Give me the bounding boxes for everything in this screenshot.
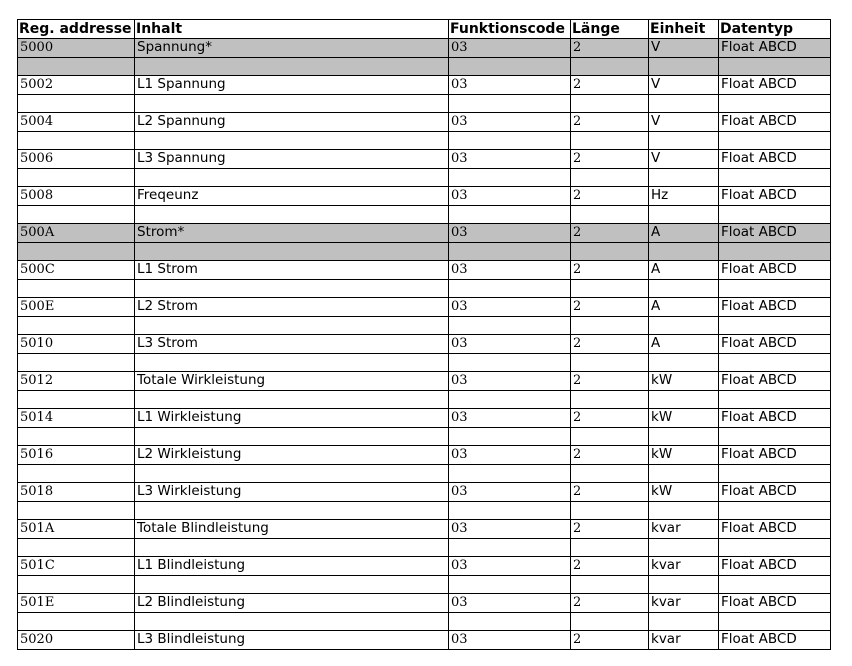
- spacer-cell: [649, 465, 719, 483]
- cell-datatype: Float ABCD: [719, 372, 831, 391]
- spacer-cell: [18, 206, 135, 224]
- spacer-cell: [571, 354, 649, 372]
- cell-function-code: 03: [449, 224, 571, 243]
- spacer-cell: [18, 132, 135, 150]
- spacer-cell: [135, 169, 449, 187]
- spacer-cell: [135, 58, 449, 76]
- spacer-cell: [571, 502, 649, 520]
- cell-content: L3 Strom: [135, 335, 449, 354]
- cell-content: Totale Blindleistung: [135, 520, 449, 539]
- spacer-cell: [18, 428, 135, 446]
- spacer-cell: [571, 576, 649, 594]
- spacer-cell: [449, 539, 571, 557]
- spacer-cell: [719, 354, 831, 372]
- spacer-cell: [649, 58, 719, 76]
- cell-function-code: 03: [449, 335, 571, 354]
- header-row: [18, 20, 831, 39]
- cell-datatype: Float ABCD: [719, 483, 831, 502]
- cell-function-code: 03: [449, 76, 571, 95]
- cell-unit: kW: [649, 372, 719, 391]
- spacer-cell: [649, 391, 719, 409]
- cell-unit: V: [649, 76, 719, 95]
- spacer-cell: [18, 613, 135, 631]
- cell-datatype: Float ABCD: [719, 409, 831, 428]
- spacer-cell: [719, 539, 831, 557]
- cell-content: L2 Wirkleistung: [135, 446, 449, 465]
- spacer-cell: [18, 58, 135, 76]
- spacer-cell: [571, 95, 649, 113]
- cell-length: 2: [571, 520, 649, 539]
- spacer-cell: [18, 465, 135, 483]
- header-function-code: Funktionscode: [449, 20, 571, 39]
- header-unit: Einheit: [649, 20, 719, 39]
- cell-datatype: Float ABCD: [719, 631, 831, 650]
- cell-unit: V: [649, 150, 719, 169]
- spacer-cell: [571, 539, 649, 557]
- spacer-cell: [135, 132, 449, 150]
- spacer-row: [18, 317, 831, 335]
- spacer-row: [18, 465, 831, 483]
- cell-datatype: Float ABCD: [719, 150, 831, 169]
- cell-address: 5016: [18, 446, 135, 465]
- cell-function-code: 03: [449, 39, 571, 58]
- cell-function-code: 03: [449, 520, 571, 539]
- cell-address: 5000: [18, 39, 135, 58]
- spacer-cell: [18, 280, 135, 298]
- cell-content: L1 Blindleistung: [135, 557, 449, 576]
- spacer-cell: [449, 576, 571, 594]
- spacer-cell: [719, 280, 831, 298]
- spacer-cell: [18, 354, 135, 372]
- spacer-cell: [18, 243, 135, 261]
- cell-unit: A: [649, 335, 719, 354]
- spacer-cell: [719, 95, 831, 113]
- spacer-cell: [18, 317, 135, 335]
- cell-function-code: 03: [449, 150, 571, 169]
- spacer-cell: [135, 539, 449, 557]
- spacer-cell: [449, 465, 571, 483]
- spacer-cell: [18, 169, 135, 187]
- spacer-cell: [449, 206, 571, 224]
- spacer-cell: [649, 95, 719, 113]
- table-row: [18, 224, 831, 243]
- table-row: [18, 594, 831, 613]
- cell-unit: V: [649, 113, 719, 132]
- cell-datatype: Float ABCD: [719, 298, 831, 317]
- spacer-cell: [18, 95, 135, 113]
- cell-address: 5020: [18, 631, 135, 650]
- table-row: [18, 520, 831, 539]
- cell-function-code: 03: [449, 446, 571, 465]
- spacer-cell: [649, 280, 719, 298]
- spacer-row: [18, 169, 831, 187]
- cell-address: 5014: [18, 409, 135, 428]
- spacer-row: [18, 58, 831, 76]
- cell-address: 5004: [18, 113, 135, 132]
- cell-content: Freqeunz: [135, 187, 449, 206]
- cell-length: 2: [571, 76, 649, 95]
- cell-content: L3 Wirkleistung: [135, 483, 449, 502]
- cell-content: L1 Spannung: [135, 76, 449, 95]
- spacer-cell: [135, 428, 449, 446]
- cell-address: 500C: [18, 261, 135, 280]
- spacer-cell: [571, 613, 649, 631]
- spacer-row: [18, 206, 831, 224]
- cell-content: L1 Strom: [135, 261, 449, 280]
- cell-datatype: Float ABCD: [719, 113, 831, 132]
- spacer-cell: [135, 576, 449, 594]
- cell-function-code: 03: [449, 409, 571, 428]
- cell-datatype: Float ABCD: [719, 224, 831, 243]
- table-row: [18, 557, 831, 576]
- spacer-cell: [719, 132, 831, 150]
- spacer-cell: [571, 317, 649, 335]
- spacer-row: [18, 428, 831, 446]
- spacer-cell: [135, 243, 449, 261]
- cell-address: 5012: [18, 372, 135, 391]
- table-row: [18, 298, 831, 317]
- spacer-cell: [571, 280, 649, 298]
- table-row: [18, 372, 831, 391]
- cell-datatype: Float ABCD: [719, 335, 831, 354]
- cell-unit: A: [649, 298, 719, 317]
- cell-datatype: Float ABCD: [719, 187, 831, 206]
- spacer-cell: [18, 502, 135, 520]
- cell-content: Spannung*: [135, 39, 449, 58]
- spacer-cell: [449, 391, 571, 409]
- register-table: [17, 19, 831, 650]
- spacer-cell: [449, 502, 571, 520]
- cell-length: 2: [571, 335, 649, 354]
- table-row: [18, 483, 831, 502]
- spacer-cell: [135, 95, 449, 113]
- spacer-cell: [18, 576, 135, 594]
- spacer-cell: [649, 502, 719, 520]
- spacer-cell: [449, 132, 571, 150]
- cell-unit: V: [649, 39, 719, 58]
- cell-length: 2: [571, 224, 649, 243]
- cell-content: Totale Wirkleistung: [135, 372, 449, 391]
- spacer-row: [18, 502, 831, 520]
- spacer-row: [18, 132, 831, 150]
- table-row: [18, 261, 831, 280]
- cell-content: L3 Spannung: [135, 150, 449, 169]
- header-length: Länge: [571, 20, 649, 39]
- header-content: Inhalt: [135, 20, 449, 39]
- spacer-cell: [449, 95, 571, 113]
- cell-length: 2: [571, 594, 649, 613]
- spacer-cell: [135, 317, 449, 335]
- spacer-cell: [649, 169, 719, 187]
- table-row: [18, 76, 831, 95]
- cell-length: 2: [571, 150, 649, 169]
- cell-address: 5006: [18, 150, 135, 169]
- spacer-cell: [571, 243, 649, 261]
- cell-address: 500A: [18, 224, 135, 243]
- cell-length: 2: [571, 372, 649, 391]
- spacer-cell: [649, 576, 719, 594]
- spacer-cell: [449, 428, 571, 446]
- cell-address: 501E: [18, 594, 135, 613]
- cell-datatype: Float ABCD: [719, 520, 831, 539]
- spacer-cell: [135, 206, 449, 224]
- cell-length: 2: [571, 483, 649, 502]
- spacer-cell: [719, 169, 831, 187]
- cell-address: 5018: [18, 483, 135, 502]
- cell-unit: kW: [649, 409, 719, 428]
- cell-content: L3 Blindleistung: [135, 631, 449, 650]
- cell-datatype: Float ABCD: [719, 594, 831, 613]
- spacer-row: [18, 391, 831, 409]
- cell-function-code: 03: [449, 372, 571, 391]
- spacer-row: [18, 613, 831, 631]
- cell-datatype: Float ABCD: [719, 446, 831, 465]
- spacer-cell: [719, 613, 831, 631]
- spacer-row: [18, 95, 831, 113]
- spacer-cell: [649, 613, 719, 631]
- spacer-cell: [649, 317, 719, 335]
- cell-length: 2: [571, 113, 649, 132]
- cell-content: L2 Strom: [135, 298, 449, 317]
- spacer-cell: [135, 280, 449, 298]
- cell-address: 501A: [18, 520, 135, 539]
- spacer-cell: [719, 576, 831, 594]
- table-row: [18, 335, 831, 354]
- cell-length: 2: [571, 409, 649, 428]
- spacer-row: [18, 280, 831, 298]
- cell-length: 2: [571, 631, 649, 650]
- cell-unit: kvar: [649, 631, 719, 650]
- cell-unit: kW: [649, 483, 719, 502]
- cell-function-code: 03: [449, 594, 571, 613]
- cell-unit: A: [649, 261, 719, 280]
- cell-address: 5010: [18, 335, 135, 354]
- spacer-cell: [135, 354, 449, 372]
- cell-unit: kvar: [649, 594, 719, 613]
- spacer-cell: [449, 613, 571, 631]
- spacer-cell: [649, 539, 719, 557]
- spacer-row: [18, 576, 831, 594]
- spacer-cell: [135, 465, 449, 483]
- cell-function-code: 03: [449, 557, 571, 576]
- cell-function-code: 03: [449, 298, 571, 317]
- cell-function-code: 03: [449, 631, 571, 650]
- header-datatype: Datentyp: [719, 20, 831, 39]
- spacer-cell: [449, 169, 571, 187]
- cell-function-code: 03: [449, 483, 571, 502]
- spacer-cell: [649, 132, 719, 150]
- spacer-cell: [719, 465, 831, 483]
- cell-length: 2: [571, 557, 649, 576]
- spacer-cell: [449, 58, 571, 76]
- cell-unit: kvar: [649, 557, 719, 576]
- cell-length: 2: [571, 187, 649, 206]
- cell-content: L1 Wirkleistung: [135, 409, 449, 428]
- spacer-cell: [571, 465, 649, 483]
- cell-address: 5002: [18, 76, 135, 95]
- cell-datatype: Float ABCD: [719, 261, 831, 280]
- spacer-cell: [719, 391, 831, 409]
- cell-length: 2: [571, 298, 649, 317]
- spacer-row: [18, 539, 831, 557]
- table-row: [18, 409, 831, 428]
- spacer-cell: [719, 206, 831, 224]
- table-row: [18, 150, 831, 169]
- spacer-cell: [571, 428, 649, 446]
- spacer-cell: [649, 354, 719, 372]
- cell-datatype: Float ABCD: [719, 76, 831, 95]
- cell-datatype: Float ABCD: [719, 39, 831, 58]
- spacer-cell: [571, 206, 649, 224]
- spacer-row: [18, 354, 831, 372]
- spacer-cell: [719, 243, 831, 261]
- spacer-cell: [571, 391, 649, 409]
- cell-function-code: 03: [449, 261, 571, 280]
- spacer-row: [18, 243, 831, 261]
- spacer-cell: [18, 391, 135, 409]
- spacer-cell: [571, 169, 649, 187]
- spacer-cell: [135, 613, 449, 631]
- spacer-cell: [571, 132, 649, 150]
- table-header: [18, 20, 831, 39]
- cell-function-code: 03: [449, 187, 571, 206]
- cell-length: 2: [571, 446, 649, 465]
- spacer-cell: [449, 243, 571, 261]
- spacer-cell: [719, 58, 831, 76]
- table-row: [18, 39, 831, 58]
- spacer-cell: [449, 280, 571, 298]
- spacer-cell: [449, 354, 571, 372]
- table-body: [18, 39, 831, 650]
- cell-address: 5008: [18, 187, 135, 206]
- spacer-cell: [649, 243, 719, 261]
- cell-unit: kW: [649, 446, 719, 465]
- spacer-cell: [135, 391, 449, 409]
- header-reg-address: Reg. addresse: [18, 20, 135, 39]
- table-row: [18, 446, 831, 465]
- cell-unit: A: [649, 224, 719, 243]
- spacer-cell: [571, 58, 649, 76]
- spacer-cell: [719, 317, 831, 335]
- table-row: [18, 113, 831, 132]
- table-row: [18, 187, 831, 206]
- cell-datatype: Float ABCD: [719, 557, 831, 576]
- spacer-cell: [649, 428, 719, 446]
- spacer-cell: [135, 502, 449, 520]
- cell-address: 500E: [18, 298, 135, 317]
- table-row: [18, 631, 831, 650]
- cell-unit: Hz: [649, 187, 719, 206]
- spacer-cell: [719, 428, 831, 446]
- cell-content: Strom*: [135, 224, 449, 243]
- cell-content: L2 Spannung: [135, 113, 449, 132]
- cell-content: L2 Blindleistung: [135, 594, 449, 613]
- cell-function-code: 03: [449, 113, 571, 132]
- spacer-cell: [649, 206, 719, 224]
- cell-unit: kvar: [649, 520, 719, 539]
- spacer-cell: [449, 317, 571, 335]
- spacer-cell: [18, 539, 135, 557]
- cell-address: 501C: [18, 557, 135, 576]
- spacer-cell: [719, 502, 831, 520]
- cell-length: 2: [571, 261, 649, 280]
- cell-length: 2: [571, 39, 649, 58]
